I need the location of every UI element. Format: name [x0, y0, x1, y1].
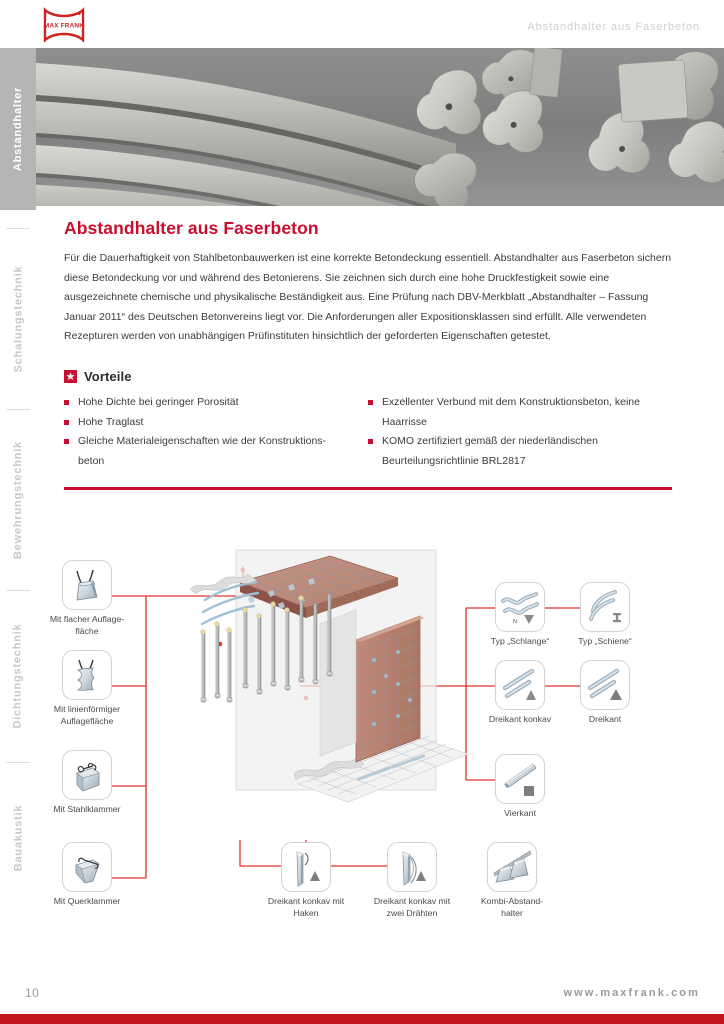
sidebar-item-label: Bewehrungstechnik [12, 440, 24, 559]
list-item [64, 432, 346, 471]
node-box-concave-hook[interactable] [281, 842, 331, 892]
triangular-concave-icon [496, 661, 544, 709]
advantages-section [64, 369, 672, 490]
advantages-title: Vorteile [84, 368, 132, 384]
svg-text:N: N [513, 619, 517, 625]
page-number: 10 [25, 986, 40, 1000]
list-item [368, 432, 672, 471]
page-title: Abstandhalter aus Faserbeton [64, 218, 319, 238]
isometric-illustration [190, 550, 468, 802]
node-box-square-bar[interactable] [495, 754, 545, 804]
node-box-snake-type[interactable] [495, 582, 545, 632]
hero-photo-illustration [36, 48, 724, 206]
node-caption-flat-surface: Mit flacher Auflage- fläche [49, 614, 125, 636]
node-box-triangular[interactable] [580, 660, 630, 710]
advantages-header [64, 369, 672, 384]
red-divider [64, 487, 672, 490]
node-box-concave-two-wires[interactable] [387, 842, 437, 892]
node-box-steel-clip[interactable] [62, 750, 112, 800]
list-item [64, 393, 346, 413]
node-box-cross-clip[interactable] [62, 842, 112, 892]
node-caption-square-bar: Vierkant [504, 808, 536, 818]
advantages-right-column [368, 393, 672, 471]
node-caption-cross-clip: Mit Querklammer [53, 896, 121, 906]
node-box-triangular-concave[interactable] [495, 660, 545, 710]
max-frank-wave-logo-icon [36, 7, 92, 43]
intro-paragraph: Für die Dauerhaftigkeit von Stahlbetonbauwerken ist eine korrekte Betondeckung essentiell. Abstandhalter aus Faserbeton sichern diese Betondeckung vor und während des Betonierens. Sie zeichnen sich durch eine hohe Druckfestigkeit sowie eine ausgezeichnete chemische und physikalische Beständigkeit aus. Eine Prüfung nach DBV-Merkblatt „Abstandhalter – Fassung Januar 2011“ des Deutschen Betonvereins liegt vor. Die Anforderungen aller Expositionsklassen sind erfüllt. Alle verwendeten Rezepturen werden von unabhängigen Prüfinstituten hinsichtlich der geforderten Eigenschaften getestet. [64, 252, 672, 343]
node-box-combi-spacer[interactable] [487, 842, 537, 892]
bullet-square-icon [64, 400, 69, 405]
list-item-label: Gleiche Materialeigenschaften wie der Konstruktions-beton [78, 435, 327, 467]
max-frank-logo[interactable] [36, 7, 92, 43]
svg-text:MAX FRANK: MAX FRANK [43, 22, 85, 30]
list-item-label: Hohe Dichte bei geringer Porosität [78, 395, 239, 408]
sidebar-item-label: Dichtungstechnik [12, 623, 24, 729]
page-header [0, 0, 724, 48]
bullet-square-icon [64, 439, 69, 444]
node-caption-triangular-concave: Dreikant konkav [488, 714, 552, 724]
advantages-left-column [64, 393, 368, 471]
product-overview-diagram [0, 548, 724, 948]
bullet-square-icon [64, 420, 69, 425]
list-item-label: Exzellenter Verbund mit dem Konstruktionsbeton, keine Haarrisse [382, 395, 640, 428]
rail-type-icon [581, 583, 629, 631]
sidebar-item-label: Schalungstechnik [12, 265, 24, 372]
snake-type-icon [496, 583, 544, 631]
star-badge-icon [64, 370, 77, 383]
sidebar-item-abstandhalter[interactable] [0, 48, 36, 210]
node-box-flat-surface[interactable] [62, 560, 112, 610]
list-item-label: Hohe Traglast [78, 415, 144, 428]
triangular-concave-hook-icon [282, 843, 330, 891]
sidebar-item-label: Bauakustik [12, 804, 25, 872]
node-caption-steel-clip: Mit Stahlklammer [53, 804, 121, 814]
spacer-flat-surface-icon [63, 561, 111, 609]
node-caption-concave-two-wires: Dreikant konkav mit zwei Drähten [373, 896, 451, 918]
combi-spacer-icon [488, 843, 536, 891]
node-caption-combi-spacer: Kombi-Abstand- halter [480, 896, 544, 918]
star-icon [66, 372, 75, 381]
node-box-linear-surface[interactable] [62, 650, 112, 700]
square-bar-icon [496, 755, 544, 803]
node-caption-triangular: Dreikant [588, 714, 622, 724]
list-item [368, 393, 672, 432]
spacer-steel-clip-icon [63, 751, 111, 799]
website-url: www.maxfrank.com [563, 987, 700, 999]
list-item-label: KOMO zertifiziert gemäß der niederländischen Beurteilungsrichtlinie BRL2817 [382, 435, 598, 467]
triangular-icon [581, 661, 629, 709]
node-caption-concave-hook: Dreikant konkav mit Haken [267, 896, 345, 918]
bullet-square-icon [368, 439, 373, 444]
hero-image [36, 48, 724, 206]
list-item [64, 413, 346, 433]
header-title: Abstandhalter aus Faserbeton [527, 21, 700, 33]
advantages-columns [64, 393, 672, 471]
footer-red-bar [0, 1014, 724, 1024]
bullet-square-icon [368, 400, 373, 405]
node-caption-rail-type: Typ „Schiene“ [578, 636, 632, 646]
node-caption-linear-surface: Mit linienförmiger Auflagefläche [53, 704, 121, 726]
sidebar-item-label: Abstandhalter [12, 86, 25, 172]
main-content [64, 218, 672, 490]
node-box-rail-type[interactable] [580, 582, 630, 632]
sidebar-item-schalungstechnik[interactable] [0, 229, 36, 408]
triangular-concave-two-wires-icon [388, 843, 436, 891]
node-caption-snake-type: Typ „Schlange“ [490, 636, 550, 646]
spacer-linear-surface-icon [63, 651, 111, 699]
spacer-cross-clip-icon [63, 843, 111, 891]
